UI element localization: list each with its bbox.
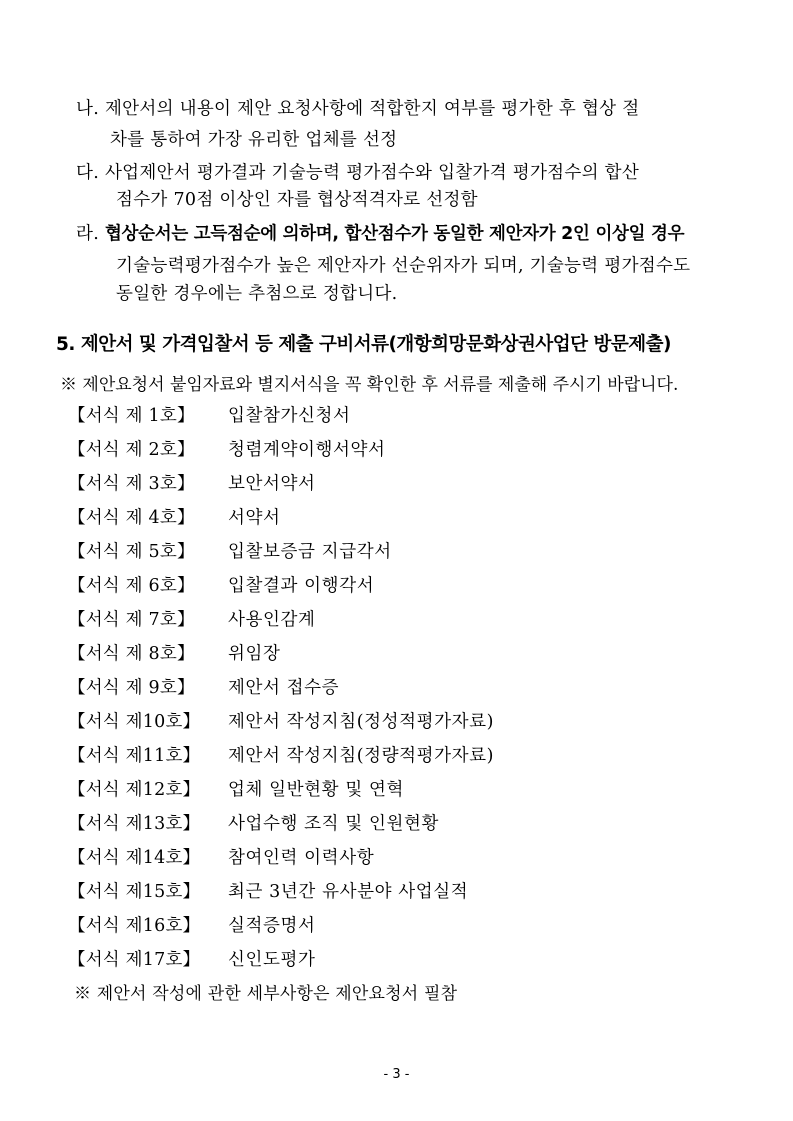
form-title: 입찰결과 이행각서 <box>228 576 375 596</box>
item-ra-marker: 라. <box>76 224 100 244</box>
form-item-6 <box>68 572 374 597</box>
form-title: 제안서 작성지침(정량적평가자료) <box>228 746 495 766</box>
form-label: 【서식 제12호】 <box>68 780 201 800</box>
item-na-text2: 차를 통하여 가장 유리한 업체를 선정 <box>110 130 398 150</box>
form-title: 청렴계약이행서약서 <box>228 440 386 460</box>
form-item-16 <box>68 912 316 937</box>
form-title: 신인도평가 <box>228 950 316 970</box>
form-label: 【서식 제 6호】 <box>68 576 195 596</box>
form-label: 【서식 제13호】 <box>68 814 201 834</box>
item-ra-text2: 기술능력평가점수가 높은 제안자가 선순위자가 되며, 기술능력 평가점수도 <box>116 256 691 276</box>
form-title: 제안서 접수증 <box>228 678 340 698</box>
form-title: 업체 일반현황 및 연혁 <box>228 780 405 800</box>
form-title: 서약서 <box>228 508 281 528</box>
form-item-1 <box>68 402 351 427</box>
form-item-14 <box>68 844 374 869</box>
item-ra-text3: 동일한 경우에는 추첨으로 정합니다. <box>116 284 398 304</box>
form-label: 【서식 제 7호】 <box>68 610 195 630</box>
form-label: 【서식 제 8호】 <box>68 644 195 664</box>
form-item-2 <box>68 436 386 461</box>
item-na-text1: 제안서의 내용이 제안 요청사항에 적합한지 여부를 평가한 후 협상 절 <box>104 99 640 119</box>
form-label: 【서식 제16호】 <box>68 916 201 936</box>
section-5-heading: 5. 제안서 및 가격입찰서 등 제출 구비서류(개항희망문화상권사업단 방문제출) <box>56 334 671 355</box>
form-item-9 <box>68 674 339 699</box>
item-na-marker: 나. <box>76 99 100 119</box>
form-label: 【서식 제14호】 <box>68 848 201 868</box>
form-title: 보안서약서 <box>228 474 316 494</box>
section-note: ※ 제안요청서 붙임자료와 별지서식을 꼭 확인한 후 서류를 제출해 주시기 바랍니다. <box>60 375 679 395</box>
form-title: 위임장 <box>228 644 281 664</box>
form-label: 【서식 제17호】 <box>68 950 201 970</box>
form-item-7 <box>68 606 316 631</box>
form-label: 【서식 제 3호】 <box>68 474 195 494</box>
form-label: 【서식 제 1호】 <box>68 406 195 426</box>
form-item-5 <box>68 538 392 563</box>
item-ra-text1: 협상순서는 고득점순에 의하며, 합산점수가 동일한 제안자가 2인 이상일 경우 <box>104 224 685 244</box>
form-item-15 <box>68 878 468 903</box>
item-na-line1 <box>76 95 639 120</box>
item-da-marker: 다. <box>76 163 100 183</box>
item-da-text2: 점수가 70점 이상인 자를 협상적격자로 선정함 <box>116 190 478 210</box>
form-item-3 <box>68 470 316 495</box>
form-title: 사업수행 조직 및 인원현황 <box>228 814 440 834</box>
form-item-12 <box>68 776 404 801</box>
form-title: 최근 3년간 유사분야 사업실적 <box>228 882 469 902</box>
form-label: 【서식 제 2호】 <box>68 440 195 460</box>
form-title: 제안서 작성지침(정성적평가자료) <box>228 712 495 732</box>
form-title: 실적증명서 <box>228 916 316 936</box>
form-label: 【서식 제 4호】 <box>68 508 195 528</box>
footer-note: ※ 제안서 작성에 관한 세부사항은 제안요청서 필참 <box>74 984 458 1004</box>
form-title: 입찰참가신청서 <box>228 406 351 426</box>
form-label: 【서식 제10호】 <box>68 712 201 732</box>
form-title: 참여인력 이력사항 <box>228 848 375 868</box>
form-item-8 <box>68 640 281 665</box>
form-item-13 <box>68 810 439 835</box>
form-item-11 <box>68 742 494 767</box>
item-da-text1: 사업제안서 평가결과 기술능력 평가점수와 입찰가격 평가점수의 합산 <box>104 163 640 183</box>
form-item-4 <box>68 504 281 529</box>
form-label: 【서식 제 9호】 <box>68 678 195 698</box>
item-da-line1 <box>76 159 639 184</box>
form-label: 【서식 제 5호】 <box>68 542 195 562</box>
form-title: 사용인감계 <box>228 610 316 630</box>
item-ra-line1 <box>76 220 684 245</box>
form-title: 입찰보증금 지급각서 <box>228 542 392 562</box>
form-label: 【서식 제11호】 <box>68 746 201 766</box>
form-item-17 <box>68 946 316 971</box>
form-label: 【서식 제15호】 <box>68 882 201 902</box>
page-number: - 3 - <box>383 1067 410 1082</box>
form-item-10 <box>68 708 494 733</box>
